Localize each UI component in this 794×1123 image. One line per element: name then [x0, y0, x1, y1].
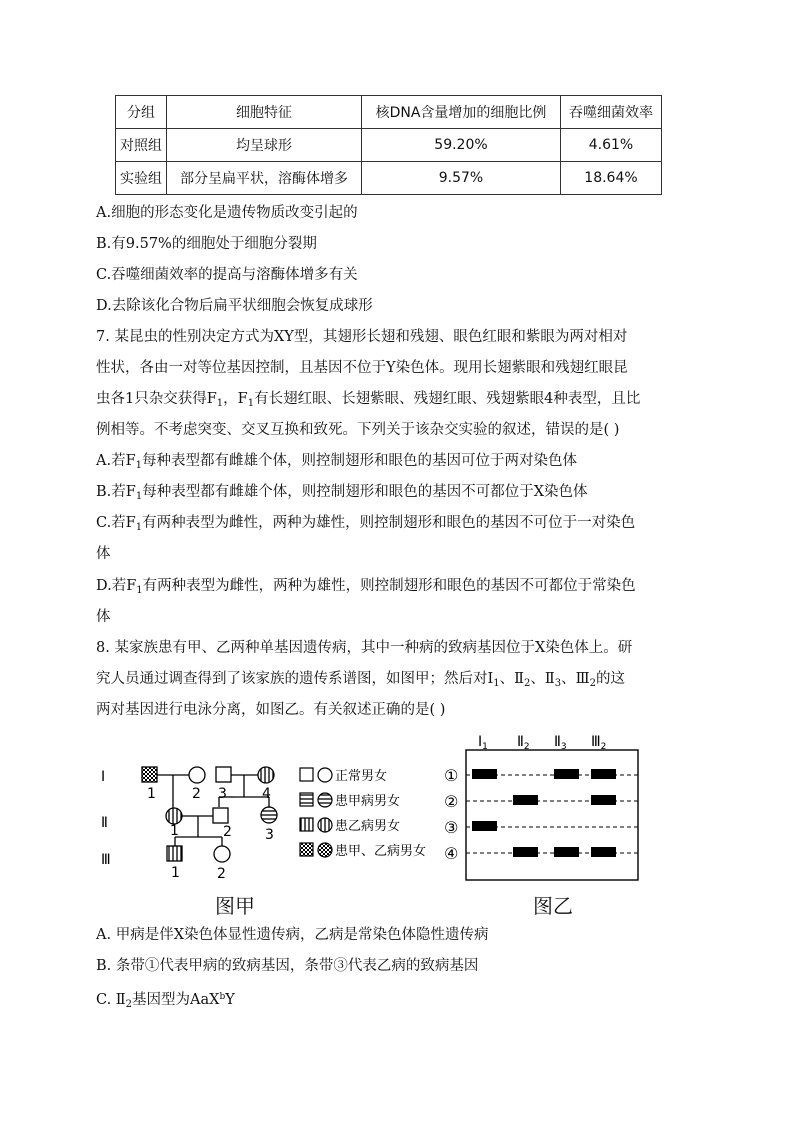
- table-cell: 4.61%: [561, 129, 662, 162]
- legend-label: 患甲、乙病男女: [335, 844, 427, 859]
- gel-band: [554, 769, 579, 779]
- table-header: 核DNA含量增加的细胞比例: [362, 96, 561, 129]
- q7-stem-line2: 性状，各由一对等位基因控制，且基因不位于Y染色体。现用长翅紫眼和残翅红眼昆: [96, 360, 628, 376]
- table-cell: 部分呈扁平状，溶酶体增多: [167, 162, 362, 195]
- individual-number: 2: [223, 824, 232, 840]
- gel-band: [513, 795, 538, 805]
- table-row: [116, 129, 662, 162]
- table-row: [116, 162, 662, 195]
- lane-label: $Ⅰ_1$: [478, 734, 488, 752]
- individual-number: 4: [262, 786, 271, 802]
- q7-option-d-cont: 体: [96, 609, 111, 625]
- table-header: 细胞特征: [167, 96, 362, 129]
- gel-band: [554, 847, 579, 857]
- table-cell: 18.64%: [561, 162, 662, 195]
- band-label: ①: [444, 766, 459, 785]
- table-cell: 实验组: [116, 162, 167, 195]
- pedigree-symbols: [142, 767, 277, 862]
- q7-stem-line4: 例相等。不考虑突变、交叉互换和致死。下列关于该杂交实验的叙述，错误的是( ): [96, 422, 620, 438]
- band-label: ②: [444, 792, 459, 811]
- gel-band: [472, 769, 497, 779]
- table-cell: 对照组: [116, 129, 167, 162]
- q6-option-d: D.去除该化合物后扁平状细胞会恢复成球形: [96, 298, 373, 314]
- figure-caption-a: 图甲: [215, 894, 255, 918]
- gel-band: [591, 847, 616, 857]
- individual-number: 1: [171, 865, 180, 881]
- electrophoresis-gel: [440, 728, 680, 888]
- q7-option-a: A.若$F_1$每种表型都有雌雄个体，则控制翅形和眼色的基因可位于两对染色体: [96, 453, 578, 471]
- band-label: ③: [444, 818, 459, 837]
- generation-label: Ⅲ: [101, 852, 111, 868]
- gel-band: [472, 821, 497, 831]
- individual-number: 2: [217, 866, 226, 882]
- q7-option-c: C.若$F_1$有两种表型为雌性，两种为雄性，则控制翅形和眼色的基因不可位于一对染色: [96, 515, 636, 533]
- q6-option-a: A.细胞的形态变化是遗传物质改变引起的: [96, 205, 358, 221]
- q7-option-d: D.若$F_1$有两种表型为雌性，两种为雄性，则控制翅形和眼色的基因不可都位于常染色: [96, 578, 636, 596]
- table-cell: 59.20%: [362, 129, 561, 162]
- q8-stem-line2: 究人员通过调查得到了该家族的遗传系谱图，如图甲；然后对$Ⅰ_1$、$Ⅱ_2$、$Ⅱ_3$、$Ⅲ_2$的这: [96, 671, 625, 689]
- band-label: ④: [444, 844, 459, 863]
- table-cell: 均呈球形: [167, 129, 362, 162]
- individual-number: 1: [147, 786, 156, 802]
- individual-number: 3: [218, 786, 227, 802]
- legend-label: 患甲病男女: [335, 794, 401, 809]
- legend-label: 正常男女: [335, 769, 388, 784]
- q8-stem-line3: 两对基因进行电泳分离，如图乙。有关叙述正确的是( ): [96, 702, 446, 718]
- individual-number: 3: [265, 827, 274, 843]
- generation-label: Ⅰ: [101, 769, 106, 785]
- table-header: 吞噬细菌效率: [561, 96, 662, 129]
- generation-label: Ⅱ: [101, 815, 108, 831]
- q8-option-b: B. 条带①代表甲病的致病基因，条带③代表乙病的致病基因: [96, 958, 479, 974]
- table-header: 分组: [116, 96, 167, 129]
- legend-label: 患乙病男女: [335, 819, 401, 834]
- lane-label: $Ⅱ_2$: [517, 734, 530, 752]
- lane-label: $Ⅲ_2$: [591, 734, 607, 752]
- q7-option-b: B.若$F_1$每种表型都有雌雄个体，则控制翅形和眼色的基因不可都位于X染色体: [96, 484, 588, 502]
- q6-option-c: C.吞噬细菌效率的提高与溶酶体增多有关: [96, 267, 358, 283]
- q8-option-c: C. $Ⅱ_2$基因型为AaX$^b$Y: [96, 992, 235, 1010]
- q7-stem-line1: 7. 某昆虫的性别决定方式为XY型，其翅形长翅和残翅、眼色红眼和紫眼为两对相对: [96, 329, 628, 345]
- individual-number: 2: [192, 786, 201, 802]
- pedigree-legend: [300, 768, 332, 857]
- q8-stem-line1: 8. 某家族患有甲、乙两种单基因遗传病，其中一种病的致病基因位于X染色体上。研: [96, 640, 633, 656]
- q7-stem-line3: 虫各1只杂交获得$F_1$，$F_1$有长翅红眼、长翅紫眼、残翅红眼、残翅紫眼4种表型，且比: [96, 391, 641, 409]
- q8-option-a: A. 甲病是伴X染色体显性遗传病，乙病是常染色体隐性遗传病: [96, 927, 489, 943]
- individual-number: 1: [170, 823, 179, 839]
- gel-band: [591, 795, 616, 805]
- q7-option-c-cont: 体: [96, 546, 111, 562]
- lane-label: $Ⅱ_3$: [554, 734, 567, 752]
- data-table: [115, 95, 662, 195]
- gel-band: [591, 769, 616, 779]
- q6-option-b: B.有9.57%的细胞处于细胞分裂期: [96, 236, 317, 252]
- table-cell: 9.57%: [362, 162, 561, 195]
- gel-band: [513, 847, 538, 857]
- pedigree-chart: [95, 745, 455, 885]
- figure-caption-b: 图乙: [533, 894, 573, 918]
- table-header-row: [116, 96, 662, 129]
